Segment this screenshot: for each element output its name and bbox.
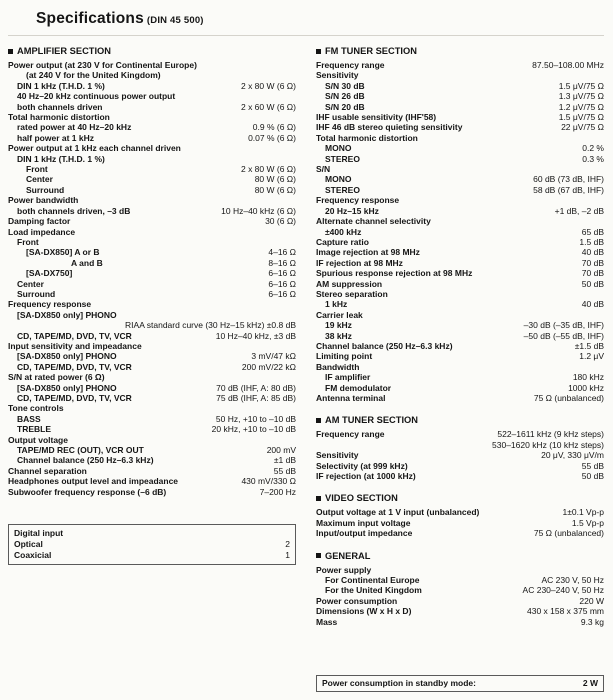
spec-row — [316, 81, 604, 91]
spec-row — [316, 351, 604, 361]
spec-label: [SA-DX850 only] PHONO — [17, 309, 117, 320]
spec-label: Alternate channel selectivity — [316, 216, 431, 227]
spec-value: 55 dB — [273, 465, 296, 476]
spec-value: 200 mV/22 kΩ — [241, 361, 296, 372]
spec-value: ±1 dB — [273, 455, 296, 466]
spec-value: 1.3 μV/75 Ω — [558, 91, 604, 102]
spec-row — [8, 383, 296, 393]
spec-value: 75 dB (IHF, A: 85 dB) — [216, 393, 296, 403]
spec-value: 20 μV, 330 μV/m — [541, 450, 604, 461]
spec-value: 1.5 Vp-p — [571, 517, 604, 528]
spec-section — [316, 550, 604, 627]
spec-label: TAPE/MD REC (OUT), VCR OUT — [17, 445, 144, 456]
spec-row — [8, 154, 296, 164]
spec-row — [8, 216, 296, 226]
spec-row — [8, 424, 296, 434]
spec-value: 0.3 % — [582, 153, 604, 164]
spec-row — [316, 102, 604, 112]
spec-row — [8, 487, 296, 497]
spec-label: Sensitivity — [316, 70, 359, 81]
spec-value: 58 dB (67 dB, IHF) — [533, 184, 604, 195]
spec-row — [316, 227, 604, 237]
spec-row — [316, 70, 604, 80]
spec-label: Total harmonic distortion — [316, 132, 418, 143]
spec-label: Mass — [316, 616, 338, 627]
section-bullet-icon — [316, 496, 321, 501]
spec-value: 200 mV — [266, 445, 296, 456]
spec-label: Dimensions (W x H x D) — [316, 606, 412, 617]
spec-row — [8, 164, 296, 174]
spec-label: S/N — [316, 164, 331, 175]
spec-value: 9.3 kg — [580, 616, 604, 627]
spec-label: 19 kHz — [325, 320, 352, 331]
spec-value: 75 Ω (unbalanced) — [533, 528, 604, 539]
spec-label: STEREO — [325, 153, 360, 164]
spec-label: [SA-DX850 only] PHONO — [17, 351, 117, 362]
spec-row — [316, 372, 604, 382]
spec-row — [8, 403, 296, 413]
spec-row — [8, 372, 296, 382]
spec-row — [8, 445, 296, 455]
page-title-text: Specifications — [36, 10, 144, 27]
spec-row — [316, 299, 604, 309]
spec-row — [8, 414, 296, 424]
spec-row — [316, 133, 604, 143]
spec-row — [8, 227, 296, 237]
spec-value: 80 W (6 Ω) — [254, 174, 296, 185]
spec-row — [316, 143, 604, 153]
spec-label: Sensitivity — [316, 450, 359, 461]
spec-label: CD, TAPE/MD, DVD, TV, VCR — [17, 361, 132, 372]
spec-label: both channels driven, –3 dB — [17, 205, 131, 216]
spec-value: 22 μV/75 Ω — [561, 122, 604, 133]
spec-value: 1 — [285, 549, 290, 560]
spec-value: AC 230 V, 50 Hz — [541, 575, 604, 586]
spec-row — [316, 258, 604, 268]
spec-value: 1000 kHz — [568, 382, 604, 393]
spec-label: Power consumption — [316, 595, 398, 606]
spec-label: STEREO — [325, 184, 360, 195]
section-header — [316, 414, 604, 426]
spec-row — [316, 154, 604, 164]
spec-row — [8, 143, 296, 153]
spec-label: 20 Hz–15 kHz — [325, 205, 379, 216]
spec-row — [316, 206, 604, 216]
section-header — [316, 45, 604, 57]
left-sections-container — [8, 45, 296, 508]
spec-label: MONO — [325, 174, 352, 185]
spec-row — [316, 341, 604, 351]
spec-value: 522–1611 kHz (9 kHz steps) — [497, 429, 604, 440]
spec-label: Spurious response rejection at 98 MHz — [316, 268, 473, 279]
spec-row — [8, 362, 296, 372]
spec-row — [316, 585, 604, 595]
spec-value: 180 kHz — [572, 372, 604, 383]
spec-label: Bandwidth — [316, 361, 360, 372]
spec-label: Damping factor — [8, 216, 71, 227]
spec-label: Power bandwidth — [8, 195, 79, 206]
spec-label: Antenna terminal — [316, 393, 386, 403]
spec-row — [8, 60, 296, 70]
spec-value: 10 Hz–40 kHz, ±3 dB — [215, 330, 296, 341]
spec-value: 8–16 Ω — [268, 257, 296, 268]
spec-value: 6–16 Ω — [268, 288, 296, 299]
spec-row — [316, 575, 604, 585]
spec-value: 87.50–108.00 MHz — [532, 60, 604, 70]
spec-label: Center — [26, 174, 53, 185]
spec-value: 2 — [285, 539, 290, 550]
spec-value: 10 Hz–40 kHz (6 Ω) — [221, 205, 296, 216]
spec-label: For Continental Europe — [325, 575, 420, 586]
spec-label: rated power at 40 Hz–20 kHz — [17, 122, 132, 133]
digital-input-rows — [14, 539, 290, 560]
spec-row — [316, 60, 604, 70]
spec-row — [316, 596, 604, 606]
section-bullet-icon — [316, 418, 321, 423]
spec-value: 70 dB — [581, 257, 604, 268]
spec-label: [SA-DX850 only] PHONO — [17, 382, 117, 393]
digital-input-box — [8, 524, 296, 565]
spec-label: IHF 46 dB stereo quieting sensitivity — [316, 122, 463, 133]
spec-label: S/N 26 dB — [325, 91, 365, 102]
spec-label: Surround — [26, 184, 65, 195]
spec-row — [8, 341, 296, 351]
section-title: AM TUNER SECTION — [325, 415, 418, 426]
spec-value: 0.2 % — [582, 143, 604, 154]
spec-row — [316, 289, 604, 299]
spec-label: Center — [17, 278, 44, 289]
spec-label: Power supply — [316, 564, 372, 575]
spec-label: Subwoofer frequency response (–6 dB) — [8, 486, 167, 497]
spec-row — [8, 91, 296, 101]
spec-value: 40 dB — [581, 299, 604, 310]
spec-value: 2 x 60 W (6 Ω) — [240, 101, 296, 112]
spec-row — [316, 195, 604, 205]
spec-value: 1.2 μV — [579, 351, 604, 362]
spec-label: For the United Kingdom — [325, 585, 422, 596]
spec-label: Maximum input voltage — [316, 517, 411, 528]
spec-label: Input/output impedance — [316, 528, 413, 539]
section-header — [316, 550, 604, 562]
spec-label: Channel separation — [8, 465, 87, 476]
spec-row — [316, 383, 604, 393]
spec-row — [8, 258, 296, 268]
spec-value: 20 kHz, +10 to –10 dB — [211, 424, 296, 435]
spec-value: 4–16 Ω — [268, 247, 296, 258]
spec-row — [8, 122, 296, 132]
spec-row — [316, 471, 604, 481]
spec-value: 6–16 Ω — [268, 278, 296, 289]
section-header — [8, 45, 296, 57]
spec-row — [8, 393, 296, 403]
spec-row — [8, 237, 296, 247]
spec-value: 0.07 % (6 Ω) — [248, 132, 296, 143]
spec-row — [316, 320, 604, 330]
spec-label: Load impedance — [8, 226, 76, 237]
spec-row — [8, 247, 296, 257]
spec-value: 2 x 80 W (6 Ω) — [240, 164, 296, 175]
section-title: GENERAL — [325, 550, 371, 561]
spec-value: 60 dB (73 dB, IHF) — [533, 174, 604, 185]
spec-value: 1.5 μV/75 Ω — [558, 80, 604, 91]
spec-row — [8, 435, 296, 445]
spec-label: Front — [17, 236, 39, 247]
spec-row — [316, 518, 604, 528]
spec-value: 430 mV/330 Ω — [241, 476, 296, 487]
spec-label: CD, TAPE/MD, DVD, TV, VCR — [17, 393, 132, 403]
section-title: FM TUNER SECTION — [325, 46, 417, 56]
spec-label: Total harmonic distortion — [8, 112, 110, 123]
spec-label: DIN 1 kHz (T.H.D. 1 %) — [17, 153, 105, 164]
spec-row — [316, 122, 604, 132]
spec-label: ±400 kHz — [325, 226, 362, 237]
spec-value: 70 dB (IHF, A: 80 dB) — [216, 382, 296, 393]
spec-row — [8, 185, 296, 195]
spec-row — [316, 429, 604, 439]
spec-value: –50 dB (–55 dB, IHF) — [523, 330, 604, 341]
spec-value: 6–16 Ω — [268, 268, 296, 279]
spec-label: half power at 1 kHz — [17, 132, 94, 143]
spec-label: TREBLE — [17, 424, 51, 435]
spec-label: Surround — [17, 288, 56, 299]
spec-label: both channels driven — [17, 101, 103, 112]
spec-row — [316, 440, 604, 450]
spec-row — [316, 606, 604, 616]
spec-value: 2 x 80 W (6 Ω) — [240, 80, 296, 91]
spec-label: Carrier leak — [316, 309, 363, 320]
spec-row — [316, 112, 604, 122]
spec-value: 40 dB — [581, 247, 604, 258]
page-title-suffix: (DIN 45 500) — [146, 15, 204, 26]
spec-row — [8, 112, 296, 122]
spec-value: 430 x 158 x 375 mm — [526, 606, 604, 617]
spec-row — [316, 617, 604, 627]
spec-columns — [8, 45, 604, 692]
spec-label: [SA-DX850] A or B — [26, 247, 100, 258]
spec-row — [8, 206, 296, 216]
spec-value: 65 dB — [581, 226, 604, 237]
spec-row — [316, 237, 604, 247]
spec-label: Tone controls — [8, 403, 64, 414]
spec-row — [8, 279, 296, 289]
right-column — [316, 45, 604, 692]
spec-row — [316, 164, 604, 174]
spec-value: 1.5 μV/75 Ω — [558, 112, 604, 123]
spec-label: IF amplifier — [325, 372, 371, 383]
spec-value: 7–200 Hz — [259, 486, 296, 497]
spec-row — [8, 351, 296, 361]
spec-label: FM demodulator — [325, 382, 392, 393]
standby-power-value: 2 W — [582, 677, 598, 688]
spec-row — [8, 331, 296, 341]
spec-label: Selectivity (at 999 kHz) — [316, 460, 408, 471]
spec-label: Input sensitivity and impeadance — [8, 340, 142, 351]
spec-label: S/N at rated power (6 Ω) — [8, 372, 105, 383]
section-header — [316, 492, 604, 504]
spec-row — [316, 393, 604, 403]
spec-label: Power output at 1 kHz each channel driven — [8, 143, 181, 154]
section-bullet-icon — [8, 49, 13, 54]
spec-row — [8, 466, 296, 476]
spec-row — [316, 528, 604, 538]
spec-row — [316, 331, 604, 341]
spec-row — [316, 247, 604, 257]
spec-row — [8, 195, 296, 205]
spec-value: 50 Hz, +10 to –10 dB — [215, 413, 296, 424]
right-sections-container — [316, 45, 604, 638]
spec-row — [316, 507, 604, 517]
page-title — [36, 10, 604, 30]
spec-value: 0.9 % (6 Ω) — [252, 122, 296, 133]
spec-label: Frequency range — [316, 60, 385, 70]
spec-row — [8, 476, 296, 486]
spec-value: 80 W (6 Ω) — [254, 184, 296, 195]
section-bullet-icon — [316, 553, 321, 558]
spec-value: 1.5 dB — [579, 236, 604, 247]
spec-row — [8, 299, 296, 309]
spec-label: Power output (at 230 V for Continental Europe) — [8, 60, 197, 70]
spec-value: 55 dB — [581, 460, 604, 471]
page-header — [8, 7, 604, 36]
spec-row — [8, 455, 296, 465]
spec-value: RIAA standard curve (30 Hz–15 kHz) ±0.8 dB — [125, 320, 296, 331]
spec-label: Channel balance (250 Hz–6.3 kHz) — [17, 455, 154, 466]
spec-section — [316, 414, 604, 481]
spec-row — [316, 174, 604, 184]
spec-row — [316, 185, 604, 195]
spec-label: Output voltage at 1 V input (unbalanced) — [316, 507, 480, 518]
spec-label: (at 240 V for the United Kingdom) — [26, 70, 161, 81]
spec-row — [316, 362, 604, 372]
spec-label: Limiting point — [316, 351, 373, 362]
spec-row — [8, 174, 296, 184]
spec-label: Frequency response — [316, 195, 400, 206]
spec-row — [316, 461, 604, 471]
spec-label: Frequency response — [8, 299, 92, 310]
section-bullet-icon — [316, 49, 321, 54]
spec-row — [316, 216, 604, 226]
spec-label: 38 kHz — [325, 330, 352, 341]
spec-section — [316, 492, 604, 538]
spec-value: ±1.5 dB — [574, 340, 604, 351]
spec-label: S/N 20 dB — [325, 101, 365, 112]
spec-value: 75 Ω (unbalanced) — [533, 393, 604, 403]
standby-power-box — [316, 675, 604, 692]
spec-label: AM suppression — [316, 278, 383, 289]
spec-label: Optical — [14, 539, 43, 550]
spec-row — [8, 310, 296, 320]
spec-row — [8, 320, 296, 330]
spec-row — [14, 539, 290, 549]
spec-value: –30 dB (–35 dB, IHF) — [523, 320, 604, 331]
spec-row — [316, 91, 604, 101]
standby-power-label: Power consumption in standby mode: — [322, 677, 476, 688]
spec-value: 220 W — [579, 595, 604, 606]
digital-input-box-title: Digital input — [14, 528, 64, 539]
spec-label: Stereo separation — [316, 288, 388, 299]
left-column — [8, 45, 296, 692]
spec-label: 1 kHz — [325, 299, 348, 310]
spec-value: 1.2 μV/75 Ω — [558, 101, 604, 112]
spec-value: 530–1620 kHz (10 kHz steps) — [492, 439, 604, 450]
spec-label: IF rejection (at 1000 kHz) — [316, 471, 416, 482]
spec-label: [SA-DX750] — [26, 268, 73, 279]
spec-label: Output voltage — [8, 434, 68, 445]
spec-label: BASS — [17, 413, 41, 424]
spec-label: Coaxicial — [14, 549, 52, 560]
spec-label: CD, TAPE/MD, DVD, TV, VCR — [17, 330, 132, 341]
spec-value: +1 dB, –2 dB — [554, 205, 604, 216]
spec-row — [8, 268, 296, 278]
spec-value: 1±0.1 Vp-p — [562, 507, 604, 518]
spec-value: 50 dB — [581, 471, 604, 482]
spec-row — [316, 310, 604, 320]
spec-value: 70 dB — [581, 268, 604, 279]
spec-label: IHF usable sensitivity (IHF'58) — [316, 112, 437, 123]
spec-row — [316, 565, 604, 575]
spec-label: Headphones output level and impeadance — [8, 476, 179, 487]
spec-label: MONO — [325, 143, 352, 154]
spec-row — [14, 550, 290, 560]
spec-row — [8, 133, 296, 143]
spec-row — [8, 70, 296, 80]
spec-section — [316, 45, 604, 403]
spec-label: A and B — [71, 257, 103, 268]
spec-value: 3 mV/47 kΩ — [251, 351, 296, 362]
spec-row — [8, 289, 296, 299]
spec-section — [8, 45, 296, 497]
spec-value: 50 dB — [581, 278, 604, 289]
spec-label: S/N 30 dB — [325, 80, 365, 91]
spec-label: Front — [26, 164, 48, 175]
spec-row — [8, 81, 296, 91]
section-title: AMPLIFIER SECTION — [17, 46, 112, 56]
spec-row — [316, 268, 604, 278]
spec-row — [316, 279, 604, 289]
spec-label: Frequency range — [316, 429, 385, 440]
spec-label: IF rejection at 98 MHz — [316, 257, 403, 268]
section-title: VIDEO SECTION — [325, 493, 398, 504]
spec-label: Capture ratio — [316, 236, 369, 247]
spec-label: Image rejection at 98 MHz — [316, 247, 420, 258]
spec-label: 40 Hz–20 kHz continuous power output — [17, 91, 176, 102]
spec-row — [8, 102, 296, 112]
spec-label: Channel balance (250 Hz–6.3 kHz) — [316, 340, 453, 351]
spec-label: DIN 1 kHz (T.H.D. 1 %) — [17, 80, 105, 91]
spec-value: AC 230–240 V, 50 Hz — [522, 585, 604, 596]
spec-value: 30 (6 Ω) — [265, 216, 296, 227]
spec-row — [316, 450, 604, 460]
